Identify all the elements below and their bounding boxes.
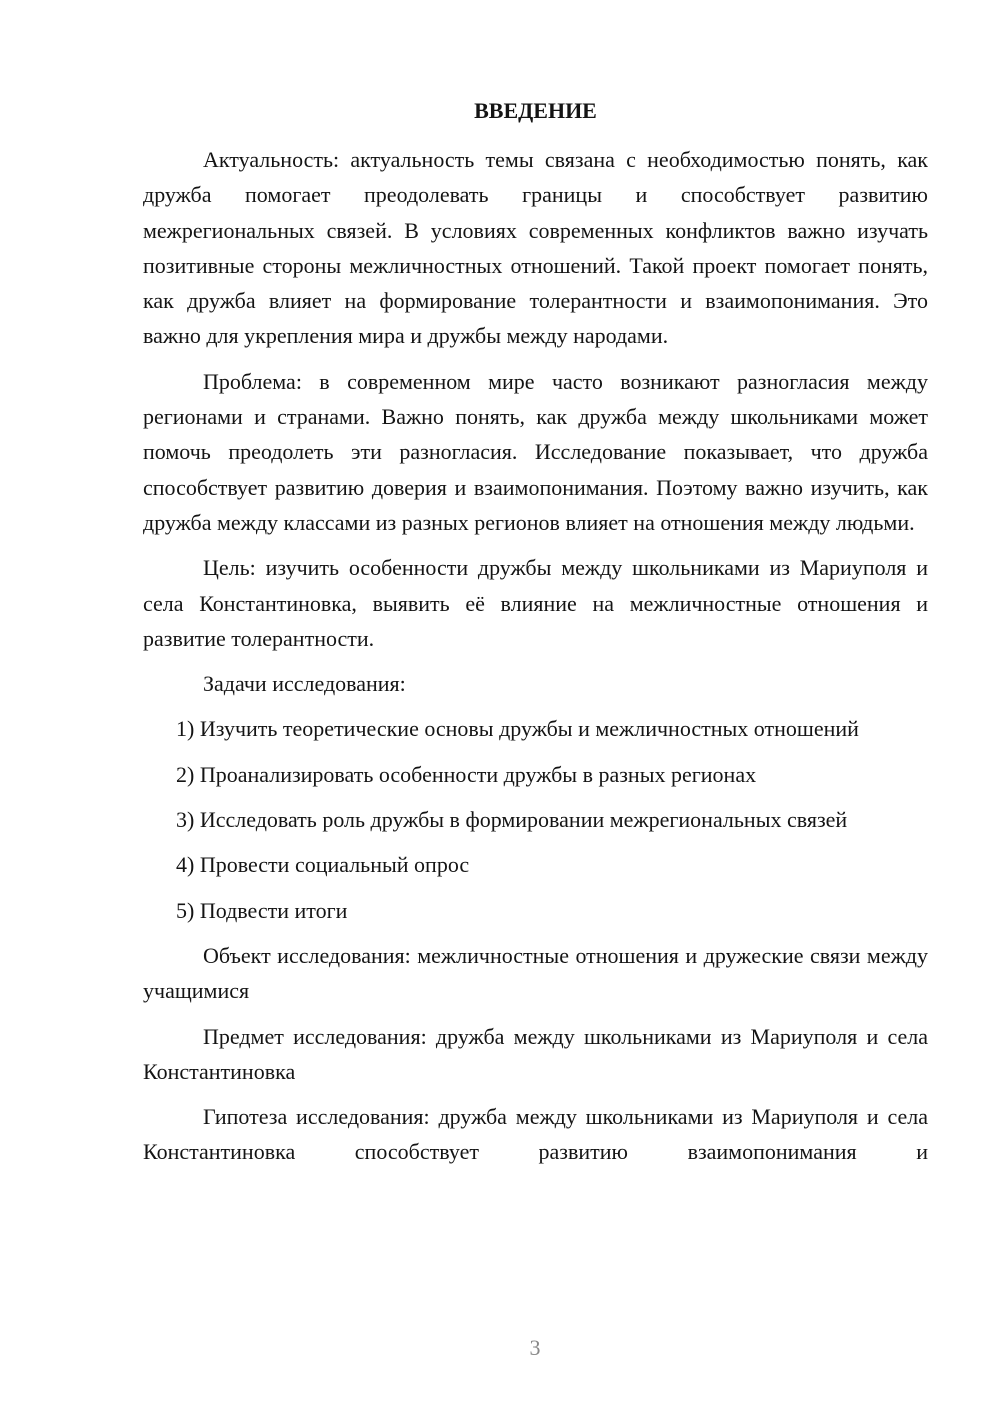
- document-body: [143, 142, 928, 1170]
- page-title: ВВЕДЕНИЕ: [474, 98, 597, 123]
- paragraph-hypothesis: Гипотеза исследования: дружба между школьниками из Мариуполя и села Константиновка способствует развитию взаимопонимания и: [143, 1104, 928, 1165]
- paragraph-object: Объект исследования: межличностные отношения и дружеские связи между учащимися: [143, 942, 928, 1004]
- task-item-2: 2) Проанализировать особенности дружбы в разных регионах: [176, 761, 757, 787]
- task-item-4: 4) Провести социальный опрос: [176, 852, 470, 878]
- paragraph-relevance: Актуальность: актуальность темы связана с необходимостью понять, как дружба помогает преодолевать границы и способствует развитию межрегиональных связей. В условиях современных конфликтов важно изучать позитивные стороны межличностных отношений. Такой проект помогает понять, как дружба влияет на формирование толерантности и взаимопонимания. Это важно для укрепления мира и дружбы между народами.: [143, 147, 928, 349]
- paragraph-problem: Проблема: в современном мире часто возникают разногласия между регионами и странами. Важно понять, как дружба между школьниками может помочь преодолеть эти разногласия. Исследование показывает, что дружба способствует развитию доверия и взаимопонимания. Поэтому важно изучить, как дружба между классами из разных регионов влияет на отношения между людьми.: [143, 368, 928, 535]
- task-item-5: 5) Подвести итоги: [176, 897, 348, 923]
- task-item-1: 1) Изучить теоретические основы дружбы и межличностных отношений: [176, 716, 859, 742]
- paragraph-tasks-heading: Задачи исследования:: [203, 671, 406, 697]
- paragraph-goal: Цель: изучить особенности дружбы между школьниками из Мариуполя и села Константиновка, выявить её влияние на межличностные отношения и развитие толерантности.: [143, 555, 928, 651]
- task-item-3: 3) Исследовать роль дружбы в формировании межрегиональных связей: [176, 807, 848, 833]
- page-number: 3: [529, 1335, 541, 1360]
- paragraph-subject: Предмет исследования: дружба между школьниками из Мариуполя и села Константиновка: [143, 1023, 928, 1084]
